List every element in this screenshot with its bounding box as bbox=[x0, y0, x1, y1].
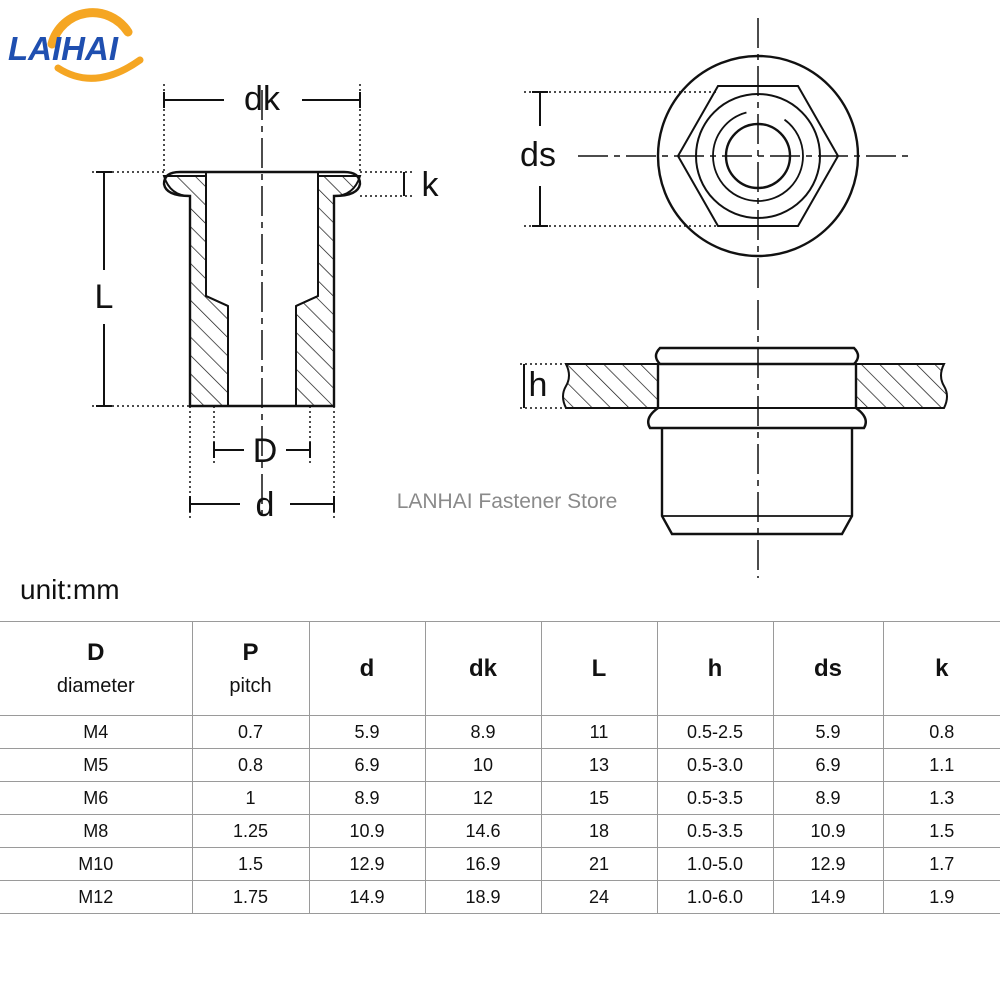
header-h: h bbox=[657, 622, 773, 716]
left-wall-hatch bbox=[164, 176, 228, 406]
cell: M6 bbox=[0, 782, 192, 815]
cell: 0.5-3.0 bbox=[657, 749, 773, 782]
installed-flange bbox=[656, 348, 858, 364]
brand-logo bbox=[8, 13, 140, 79]
logo-text: LAIHAI bbox=[8, 30, 118, 67]
cell: 1.75 bbox=[192, 881, 309, 914]
cell: 0.7 bbox=[192, 716, 309, 749]
cell: 1.3 bbox=[883, 782, 1000, 815]
header-L: L bbox=[541, 622, 657, 716]
cell: 11 bbox=[541, 716, 657, 749]
cell: 8.9 bbox=[773, 782, 883, 815]
body bbox=[662, 428, 852, 534]
cell: 13 bbox=[541, 749, 657, 782]
cell: 24 bbox=[541, 881, 657, 914]
cell: 5.9 bbox=[309, 716, 425, 749]
cell: 1.1 bbox=[883, 749, 1000, 782]
installed-view bbox=[520, 300, 947, 578]
dim-label-ds: ds bbox=[520, 136, 556, 174]
header-ds: ds bbox=[773, 622, 883, 716]
unit-label: unit:mm bbox=[20, 574, 120, 605]
cell: 18.9 bbox=[425, 881, 541, 914]
cell: 12.9 bbox=[309, 848, 425, 881]
cell: 1.7 bbox=[883, 848, 1000, 881]
cell: 14.6 bbox=[425, 815, 541, 848]
table-header-row bbox=[0, 622, 1000, 716]
cell: 1.0-6.0 bbox=[657, 881, 773, 914]
cell: 18 bbox=[541, 815, 657, 848]
header-d: d bbox=[309, 622, 425, 716]
cell: 1 bbox=[192, 782, 309, 815]
cell: 1.0-5.0 bbox=[657, 848, 773, 881]
header-D: D diameter bbox=[0, 622, 192, 716]
cell: 14.9 bbox=[309, 881, 425, 914]
bulge bbox=[648, 364, 866, 428]
table-row bbox=[0, 848, 1000, 881]
cell: 8.9 bbox=[425, 716, 541, 749]
dim-label-D: D bbox=[252, 432, 278, 470]
cell: 1.25 bbox=[192, 815, 309, 848]
dim-label-h: h bbox=[528, 366, 548, 404]
table-row bbox=[0, 749, 1000, 782]
cell: 12.9 bbox=[773, 848, 883, 881]
cell: 0.5-2.5 bbox=[657, 716, 773, 749]
spec-table bbox=[0, 621, 1000, 914]
cell: 8.9 bbox=[309, 782, 425, 815]
cell: M4 bbox=[0, 716, 192, 749]
dim-label-k: k bbox=[421, 166, 439, 204]
table-row bbox=[0, 815, 1000, 848]
cell: 15 bbox=[541, 782, 657, 815]
cell: 14.9 bbox=[773, 881, 883, 914]
cell: 0.8 bbox=[192, 749, 309, 782]
top-view bbox=[524, 18, 912, 290]
cell: 6.9 bbox=[309, 749, 425, 782]
cell: 5.9 bbox=[773, 716, 883, 749]
table-row bbox=[0, 716, 1000, 749]
dim-label-d: d bbox=[255, 486, 275, 524]
table-row bbox=[0, 782, 1000, 815]
plate-right-hatch bbox=[856, 364, 947, 408]
plate-left-hatch bbox=[563, 364, 658, 408]
cell: M10 bbox=[0, 848, 192, 881]
store-watermark: LANHAI Fastener Store bbox=[396, 490, 618, 513]
cell: 10 bbox=[425, 749, 541, 782]
cell: 10.9 bbox=[309, 815, 425, 848]
cell: M5 bbox=[0, 749, 192, 782]
cell: M8 bbox=[0, 815, 192, 848]
header-P: P pitch bbox=[192, 622, 309, 716]
cell: 21 bbox=[541, 848, 657, 881]
cell: 1.5 bbox=[192, 848, 309, 881]
header-k: k bbox=[883, 622, 1000, 716]
cell: 6.9 bbox=[773, 749, 883, 782]
cell: 0.8 bbox=[883, 716, 1000, 749]
right-wall-hatch bbox=[296, 176, 360, 406]
dim-label-L: L bbox=[94, 278, 114, 316]
cell: 10.9 bbox=[773, 815, 883, 848]
header-dk: dk bbox=[425, 622, 541, 716]
cell: 0.5-3.5 bbox=[657, 815, 773, 848]
cell: 12 bbox=[425, 782, 541, 815]
table-row bbox=[0, 881, 1000, 914]
cell: 16.9 bbox=[425, 848, 541, 881]
cell: 1.5 bbox=[883, 815, 1000, 848]
cell: 1.9 bbox=[883, 881, 1000, 914]
cell: M12 bbox=[0, 881, 192, 914]
cell: 0.5-3.5 bbox=[657, 782, 773, 815]
dim-label-dk: dk bbox=[244, 80, 280, 118]
